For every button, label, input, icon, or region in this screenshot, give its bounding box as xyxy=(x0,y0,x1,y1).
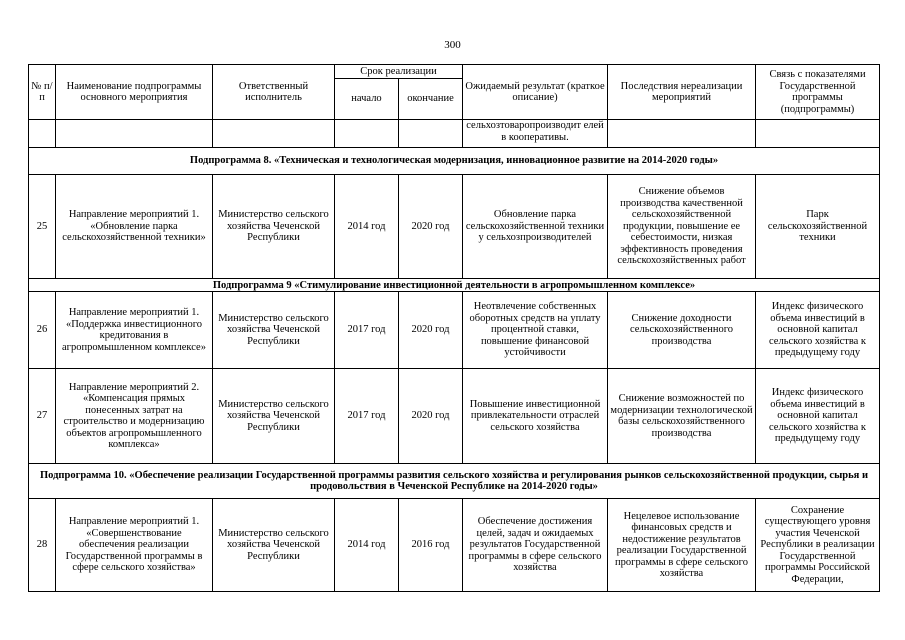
cell-name: Направление мероприятий 1. «Совершенствование обеспечения реализации Государственной программы в сфере сельского хозяйства» xyxy=(56,499,213,592)
header-consequences: Последствия нереализации мероприятий xyxy=(608,65,756,120)
cell-executor: Министерство сельского хозяйства Чеченской Республики xyxy=(213,292,335,369)
cell-start: 2017 год xyxy=(335,292,399,369)
cell-consequences: Нецелевое использование финансовых средств и недостижение результатов реализации Государственной программы в сфере сельского хозяйства xyxy=(608,499,756,592)
cell-name: Направление мероприятий 1. «Обновление парка сельскохозяйственной техники» xyxy=(56,175,213,279)
cell-start: 2017 год xyxy=(335,369,399,464)
cell-executor: Министерство сельского хозяйства Чеченской Республики xyxy=(213,175,335,279)
cell-name: Направление мероприятий 2. «Компенсация прямых понесенных затрат на строительство и модернизацию объектов агропромышленного комплекса» xyxy=(56,369,213,464)
cell-end: 2020 год xyxy=(399,175,463,279)
header-start: начало xyxy=(335,79,399,120)
header-end: окончание xyxy=(399,79,463,120)
cell-result: Обеспечение достижения целей, задач и ожидаемых результатов Государственной программы в сфере сельского хозяйства xyxy=(463,499,608,592)
cell-end: 2016 год xyxy=(399,499,463,592)
header-link: Связь с показателями Государственной программы (подпрограммы) xyxy=(756,65,880,120)
cell-end: 2020 год xyxy=(399,292,463,369)
activities-table xyxy=(28,64,880,592)
cell-link: Сохранение существующего уровня участия Чеченской Республики в реализации Государственной программы Российской Федерации, xyxy=(756,499,880,592)
table-row xyxy=(29,369,880,464)
cell-num: 26 xyxy=(29,292,56,369)
table-row xyxy=(29,292,880,369)
page-number: 300 xyxy=(444,39,461,51)
cell-start: 2014 год xyxy=(335,499,399,592)
cell-executor: Министерство сельского хозяйства Чеченской Республики xyxy=(213,499,335,592)
table-row xyxy=(29,499,880,592)
cell-consequences: Снижение возможностей по модернизации технологической базы сельскохозяйственного производства xyxy=(608,369,756,464)
section-heading-9: Подпрограмма 9 «Стимулирование инвестиционной деятельности в агропромышленном комплексе» xyxy=(29,279,880,292)
header-row xyxy=(29,65,880,79)
cell-link: Парк сельскохозяйственной техники xyxy=(756,175,880,279)
continuation-text: сельхозтоваропроизводит елей в кооперативы. xyxy=(463,120,608,148)
cell-num: 27 xyxy=(29,369,56,464)
cell-link: Индекс физического объема инвестиций в основной капитал сельского хозяйства к предыдущему году xyxy=(756,292,880,369)
cell-consequences: Снижение объемов производства качественной сельскохозяйственной продукции, повышение ее себестоимости, низкая эффективность проведения сельскохозяйственных работ xyxy=(608,175,756,279)
header-executor: Ответственный исполнитель xyxy=(213,65,335,120)
section-row xyxy=(29,464,880,499)
header-period: Срок реализации xyxy=(335,65,463,79)
cell-start: 2014 год xyxy=(335,175,399,279)
continuation-row xyxy=(29,120,880,148)
header-result: Ожидаемый результат (краткое описание) xyxy=(463,65,608,120)
cell-result: Неотвлечение собственных оборотных средств на уплату процентной ставки, повышение финансовой устойчивости xyxy=(463,292,608,369)
cell-name: Направление мероприятий 1. «Поддержка инвестиционного кредитования в агропромышленном комплексе» xyxy=(56,292,213,369)
cell-end: 2020 год xyxy=(399,369,463,464)
cell-executor: Министерство сельского хозяйства Чеченской Республики xyxy=(213,369,335,464)
header-num: № п/п xyxy=(29,65,56,120)
table-row xyxy=(29,175,880,279)
cell-result: Обновление парка сельскохозяйственной техники у сельхозпроизводителей xyxy=(463,175,608,279)
section-heading-10: Подпрограмма 10. «Обеспечение реализации Государственной программы развития сельского хозяйства и регулирования рынков сельскохозяйственной продукции, сырья и продовольствия в Чеченской Республике на 2014-2020 годы» xyxy=(29,464,880,499)
section-row xyxy=(29,148,880,175)
section-heading-8: Подпрограмма 8. «Техническая и технологическая модернизация, инновационное развитие на 2014-2020 годы» xyxy=(29,148,880,175)
cell-link: Индекс физического объема инвестиций в основной капитал сельского хозяйства к предыдущему году xyxy=(756,369,880,464)
cell-num: 28 xyxy=(29,499,56,592)
header-name: Наименование подпрограммы основного мероприятия xyxy=(56,65,213,120)
cell-result: Повышение инвестиционной привлекательности отраслей сельского хозяйства xyxy=(463,369,608,464)
section-row xyxy=(29,279,880,292)
cell-num: 25 xyxy=(29,175,56,279)
cell-consequences: Снижение доходности сельскохозяйственного производства xyxy=(608,292,756,369)
